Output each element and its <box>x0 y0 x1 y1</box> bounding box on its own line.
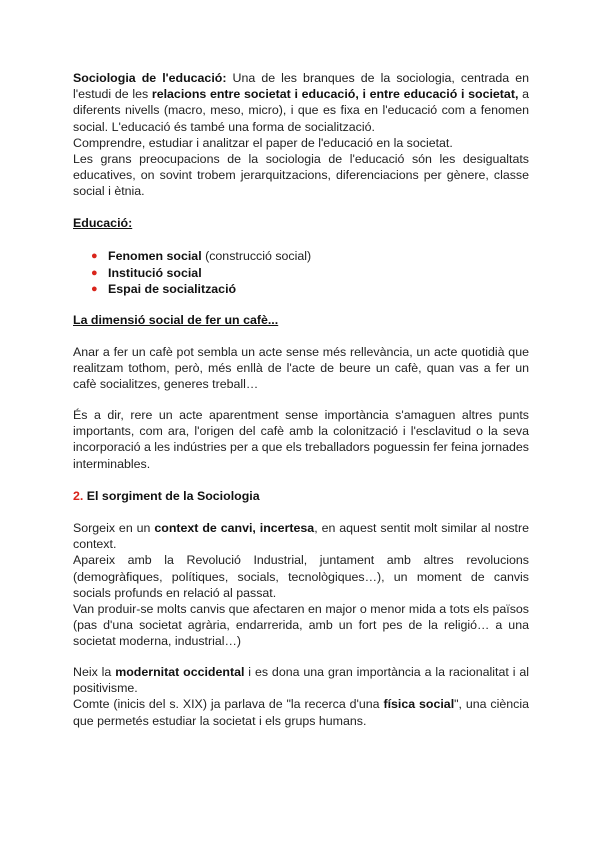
section2-paragraph-1: Sorgeix en un context de canvi, incertesa, en aquest sentit molt similar al nostre context. <box>73 521 529 552</box>
cafe-paragraph-2-block <box>73 407 529 472</box>
intro-term: Sociologia de l'educació: <box>73 71 227 85</box>
intro-paragraph: Sociologia de l'educació: Una de les branques de la sociologia, centrada en l'estudi de les relacions entre societat i educació, i entre educació i societat, a diferents nivells (macro, meso, micro), i que es fixa en l'educació com a fenomen social. L'educació és també una forma de socialització. <box>73 71 529 134</box>
educacio-heading-block <box>73 215 529 231</box>
section2-heading <box>73 488 529 504</box>
section2-paragraph-3: Van produir-se molts canvis que afectaren en major o menor mida a tots els països (pas d'una societat agrària, endarrerida, amb un fort pes de la religió… a una societat moderna, industrial…) <box>73 602 529 649</box>
section2-title: El sorgiment de la Sociologia <box>83 489 260 503</box>
list-item: ● Espai de socialització <box>91 282 237 296</box>
bullet-icon: ● <box>91 266 98 279</box>
intro-line-3: Les grans preocupacions de la sociologia de l'educació són les desigualtats educatives, on sovint trobem jerarquitzacions, diferenciacions per gènere, classe social i ètnia. <box>73 152 529 199</box>
bullet-icon: ● <box>91 283 98 295</box>
bullet-icon: ● <box>91 250 98 262</box>
section-number: 2. <box>73 489 84 503</box>
cafe-paragraph-1: Anar a fer un cafè pot sembla un acte sense més rellevància, un acte quotidià que realitzam tothom, però, més enllà de l'acte de beure un cafè, quan vas a fer un cafè socialitzes, generes treball… <box>73 345 529 392</box>
list-item: ● Institució social <box>91 265 202 280</box>
section2-heading-block <box>73 488 529 504</box>
section2-paragraph-4: Neix la modernitat occidental i es dona una gran importància a la racionalitat i al positivisme. <box>73 665 529 696</box>
section2-paragraphs <box>73 520 529 650</box>
cafe-paragraph-1-block <box>73 344 529 393</box>
intro-line-2: Comprendre, estudiar i analitzar el paper de l'educació en la societat. <box>73 135 453 150</box>
section2-closing <box>73 664 529 729</box>
intro-section <box>73 70 529 200</box>
intro-bold-relations: relacions entre societat i educació, i entre educació i societat, <box>151 87 519 102</box>
cafe-heading-block <box>73 312 529 328</box>
cafe-paragraph-2: És a dir, rere un acte aparentment sense importància s'amaguen altres punts importants, com ara, l'origen del cafè amb la colonització i l'esclavitud o la seva incorporació a les indústries per a que els treballadors poguessin fer feina jornades interminables. <box>73 408 529 471</box>
section2-paragraph-2: Apareix amb la Revolució Industrial, juntament amb altres revolucions (demogràfiques, polítiques, socials, tecnològiques…), un moment de canvis socials profunds en relació al passat. <box>73 553 529 600</box>
educacio-list-block <box>73 248 529 298</box>
list-item: ● Fenomen social (construcció social) <box>91 249 312 263</box>
educacio-list <box>73 248 529 298</box>
educacio-heading: Educació: <box>73 216 133 230</box>
cafe-heading: La dimensió social de fer un cafè... <box>73 313 279 327</box>
section2-paragraph-5: Comte (inicis del s. XIX) ja parlava de "la recerca d'una física social", una ciència que permetés estudiar la societat i els grups humans. <box>73 697 529 728</box>
